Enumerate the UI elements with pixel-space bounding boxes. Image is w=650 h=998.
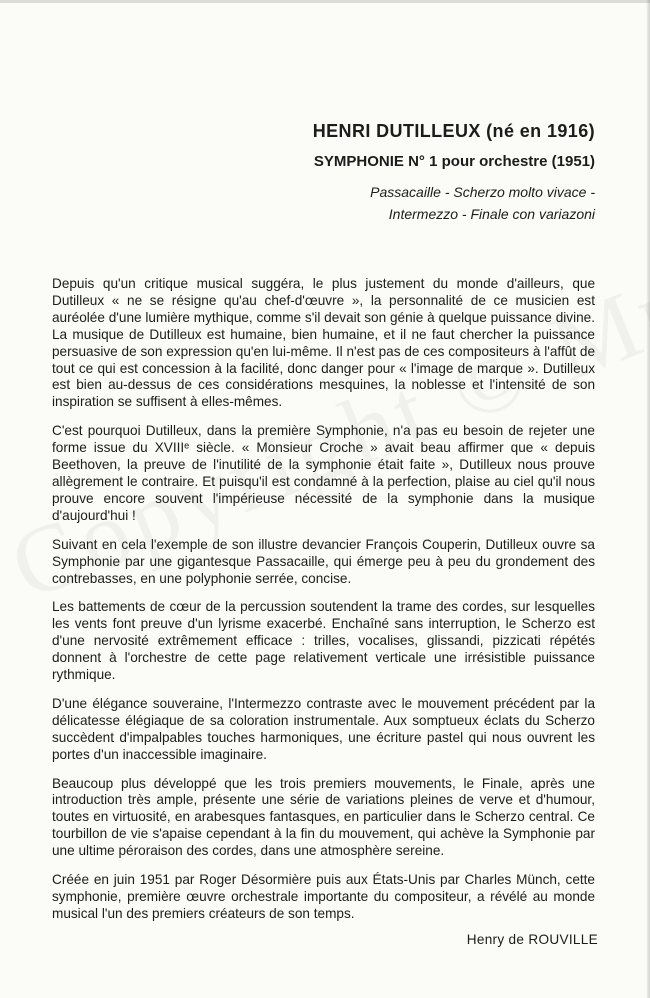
paragraph: Suivant en cela l'exemple de son illustre devancier François Couperin, Dutilleux ouvre sa Symphonie par une gigantesque Passacaille, qui émerge peu à peu du grondement des contrebasses, en une polyphonie serrée, concise.	[52, 536, 595, 586]
work-title: SYMPHONIE N° 1 pour orchestre (1951)	[313, 153, 595, 170]
paragraph: Les battements de cœur de la percussion soutendent la trame des cordes, sur lesquelles les vents font preuve d'un lyrisme exacerbé. Enchaîné sans interruption, le Scherzo est d'une nervosité extrêmement efficace : trilles, vocalises, glissandi, pizzicati répétés donnent à l'orchestre de cette page relativement verticale une irrésistible puissance rythmique.	[52, 599, 595, 683]
author-signature: Henry de ROUVILLE	[466, 932, 598, 947]
paragraph: C'est pourquoi Dutilleux, dans la première Symphonie, n'a pas eu besoin de rejeter une forme issue du XVIIIᵉ siècle. « Monsieur Croche » avait beau affirmer que « depuis Beethoven, la preuve de l'inutilité de la symphonie était faite », Dutilleux nous prouve allègrement le contraire. Et puisqu'il est condamné à la perfection, plaise au ciel qu'il nous prouve encore souvent l'impérieuse nécessité de la symphonie dans la musique d'aujourd'hui !	[52, 423, 595, 523]
paragraph: D'une élégance souveraine, l'Intermezzo contraste avec le mouvement précédent par la délicatesse élégiaque de sa coloration instrumentale. Aux somptueux éclats du Scherzo succèdent d'impalpables touches harmoniques, une écriture pastel qui nous ouvrent les portes d'un inaccessible imaginaire.	[52, 695, 595, 762]
paragraph: Depuis qu'un critique musical suggéra, le plus justement du monde d'ailleurs, que Dutilleux « ne se résigne qu'au chef-d'œuvre », la personnalité de ce musicien est auréolée d'une lumière mythique, comme s'il devait son génie à quelque puissance divine. La musique de Dutilleux est humaine, bien humaine, et il ne faut chercher la puissance persuasive de son expression qu'en lui-même. Il n'est pas de ces compositeurs à l'affût de tout ce qui est concession à la facilité, donc danger pour « l'image de marque ». Dutilleux est bien au-dessus de ces considérations mesquines, la noblesse et l'intensité de son inspiration se suffisent à elles-mêmes.	[52, 276, 595, 410]
paragraph: Beaucoup plus développé que les trois premiers mouvements, le Finale, après une introduction très ample, présente une série de variations pleines de verve et d'humour, toutes en virtuosité, en arabesques fantasques, en particulier dans le Scherzo central. Ce tourbillon de vie s'apaise cependant à la fin du mouvement, qui achève la Symphonie par une ultime péroraison des cordes, dans une atmosphère sereine.	[52, 775, 595, 859]
movements-line-2: Intermezzo - Finale con variazoni	[388, 206, 595, 222]
article-body	[52, 276, 595, 935]
movements-line-1: Passacaille - Scherzo molto vivace -	[370, 184, 595, 200]
page-right-edge	[646, 0, 650, 998]
paragraph: Créée en juin 1951 par Roger Désormière puis aux États-Unis par Charles Münch, cette symphonie, première œuvre orchestrale importante du compositeur, a révélé au monde musical l'un des premiers créateurs de son temps.	[52, 872, 595, 921]
composer-heading: HENRI DUTILLEUX (né en 1916)	[312, 121, 595, 141]
title-block	[75, 120, 595, 225]
page-top-edge	[0, 0, 650, 3]
